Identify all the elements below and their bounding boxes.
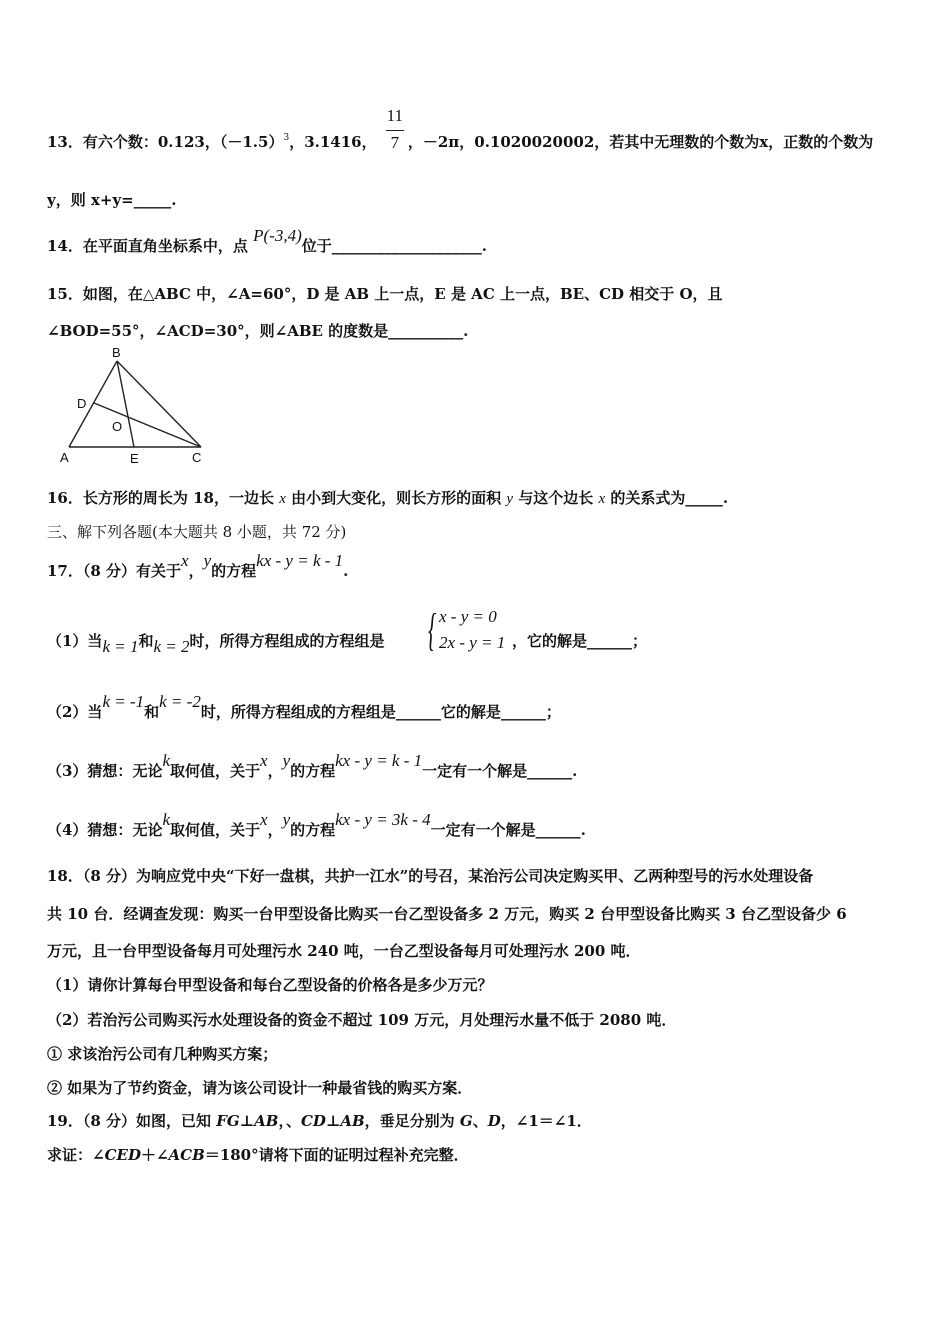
q17-part1: （1）当k = 1和k = 2时，所得方程组成的方程组是 [47,632,385,656]
side-bc [117,361,201,447]
label-b: B [112,345,121,360]
q15-line2: ∠BOD=55°，∠ACD=30°，则∠ABE 的度数是__________. [47,322,469,340]
segment-cd [94,403,201,447]
q18-line1: 18．（8 分）为响应党中央“下好一盘棋，共护一江水”的号召，某治污公司决定购买甲、乙两种型号的污水处理设备 [47,867,814,885]
q18-line2: 共 10 台．经调查发现：购买一台甲型设备比购买一台乙型设备多 2 万元，购买 2 台甲型设备比购买 3 台乙型设备少 6 [47,905,847,923]
q18-sub1: ① 求该治污公司有几种购买方案； [47,1045,278,1063]
q17-part2: （2）当k = -1和k = -2时，所得方程组成的方程组是______它的解是______； [47,692,561,721]
q14: 14．在平面直角坐标系中，点 P(-3,4)位于____________________. [47,226,487,255]
q15-line1: 15．如图，在△ABC 中，∠A=60°，D 是 AB 上一点，E 是 AC 上一点，BE、CD 相交于 O，且 [47,285,723,303]
triangle-figure [57,345,212,465]
q18-part2: （2）若治污公司购买污水处理设备的资金不超过 109 万元，月处理污水量不低于 2080 吨． [47,1011,677,1029]
q13-line1: 13．有六个数：0.123，$(-1.5)^3$，3.1416， $\frac{11}{7}$ ，－2π，0.1020020002，若其中无理数的个数为x，正数的个数为 [47,106,874,152]
q19-proof-line: 求证：∠CED＋∠ACB＝180°请将下面的证明过程补充完整． [47,1146,469,1164]
segment-be [117,361,134,447]
q17-part4: （4）猜想：无论k取何值，关于x，y的方程kx - y = 3k - 4一定有一个解是______. [47,810,586,839]
exponent: 3 [283,133,290,143]
q13-line2: y，则 x+y=_____. [47,191,177,209]
label-a: A [60,450,69,465]
q18-sub2: ② 如果为了节约资金，请为该公司设计一种最省钱的购买方案． [47,1079,473,1097]
q16: 16．长方形的周长为 18，一边长 x 由小到大变化，则长方形的面积 y 与这个边长 x 的关系式为_____. [47,489,729,507]
label-e: E [130,451,139,466]
fraction-11-7: $\frac{11}{7}$ [386,106,404,152]
q17-intro: 17．（8 分）有关于x，y的方程kx - y = k - 1. [47,551,349,580]
q19-line1: 19．（8 分）如图，已知 FG⊥AB，、CD⊥AB，垂足分别为 G、D，∠1＝∠1． [47,1112,592,1130]
section-3-heading: 三、解下列各题(本大题共 8 小题，共 72 分) [47,523,347,541]
q18-part1: （1）请你计算每台甲型设备和每台乙型设备的价格各是多少万元？ [47,976,493,994]
equation-system: { x - y = 0 2x - y = 1 [428,604,506,655]
label-o: O [112,419,123,434]
q18-line3: 万元，且一台甲型设备每月可处理污水 240 吨，一台乙型设备每月可处理污水 200 吨． [47,942,641,960]
q17-part1-tail: ，它的解是______； [512,632,648,650]
label-c: C [192,450,202,465]
label-d: D [77,396,87,411]
point-p: P(-3,4) [253,226,302,245]
q17-part3: （3）猜想：无论k取何值，关于x，y的方程kx - y = k - 1一定有一个解是______. [47,751,578,780]
